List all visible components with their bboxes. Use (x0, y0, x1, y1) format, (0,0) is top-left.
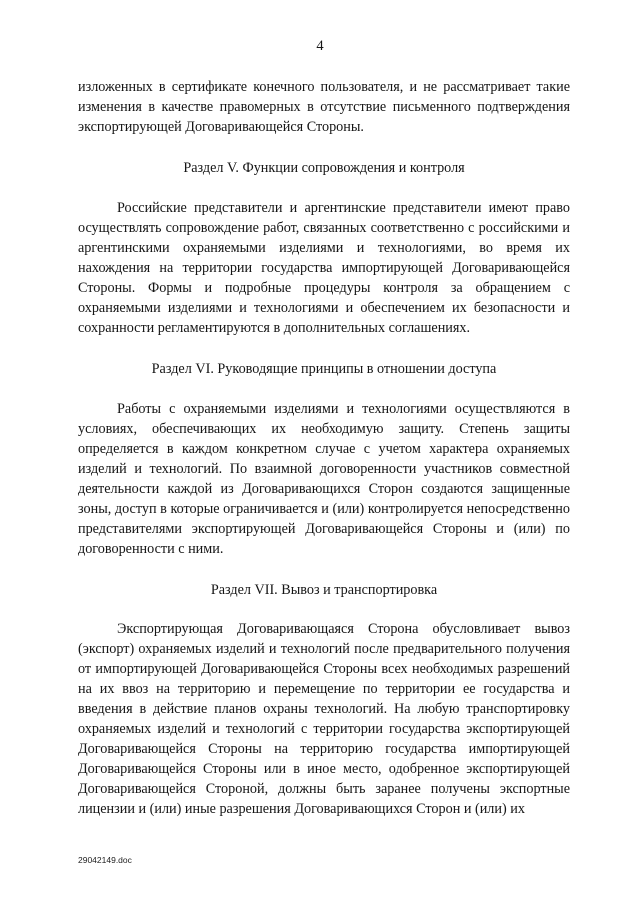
section-7-paragraph: Экспортирующая Договаривающаяся Сторона обусловливает вывоз (экспорт) охраняемых изделий и технологий после предварительного получения от импортирующей Договаривающейся Стороны всех необходимых разрешений на их ввоз на территорию и перемещение по территории ее государства и введения в действие планов охраны технологий. На любую транспортировку охраняемых изделий и технологий с территории государства экспортирующей Договаривающейся Стороны на территорию государства импортирующей Договаривающейся Стороны или в иное место, одобренное экспортирующей Договаривающейся Стороной, должны быть заранее получены экспортные лицензии и (или) иные разрешения Договаривающихся Сторон и (или) их (78, 621, 570, 817)
file-name-footer: 29042149.doc (78, 855, 132, 865)
section-5-heading: Раздел V. Функции сопровождения и контроля (183, 160, 465, 176)
section-5-paragraph: Российские представители и аргентинские представители имеют право осуществлять сопровождение работ, связанных соответственно с российскими и аргентинскими охраняемыми изделиями и технологиями, во время их нахождения на территории государства импортирующей Договаривающейся Стороны. Формы и подробные процедуры контроля за обращением с охраняемыми изделиями и технологиями и обеспечением их безопасности и сохранности регламентируются в дополнительных соглашениях. (78, 200, 570, 336)
section-7-heading: Раздел VII. Вывоз и транспортировка (210, 582, 438, 598)
page-number: 4 (316, 38, 324, 54)
intro-paragraph: изложенных в сертификате конечного пользователя, и не рассматривает такие изменения в качестве правомерных в отсутствие письменного подтверждения экспортирующей Договаривающейся Стороны. (78, 79, 570, 135)
document-body (78, 77, 570, 819)
section-6-heading: Раздел VI. Руководящие принципы в отношении доступа (151, 361, 497, 377)
section-6-paragraph: Работы с охраняемыми изделиями и технологиями осуществляются в условиях, обеспечивающих их необходимую защиту. Степень защиты определяется в каждом конкретном случае с учетом характера охраняемых изделий и технологий. По взаимной договоренности участников совместной деятельности каждой из Договаривающихся Сторон создаются защищенные зоны, доступ в которые ограничивается и (или) контролируется непосредственно представителями экспортирующей Договаривающейся Стороны и (или) по договоренности с ними. (78, 401, 570, 557)
